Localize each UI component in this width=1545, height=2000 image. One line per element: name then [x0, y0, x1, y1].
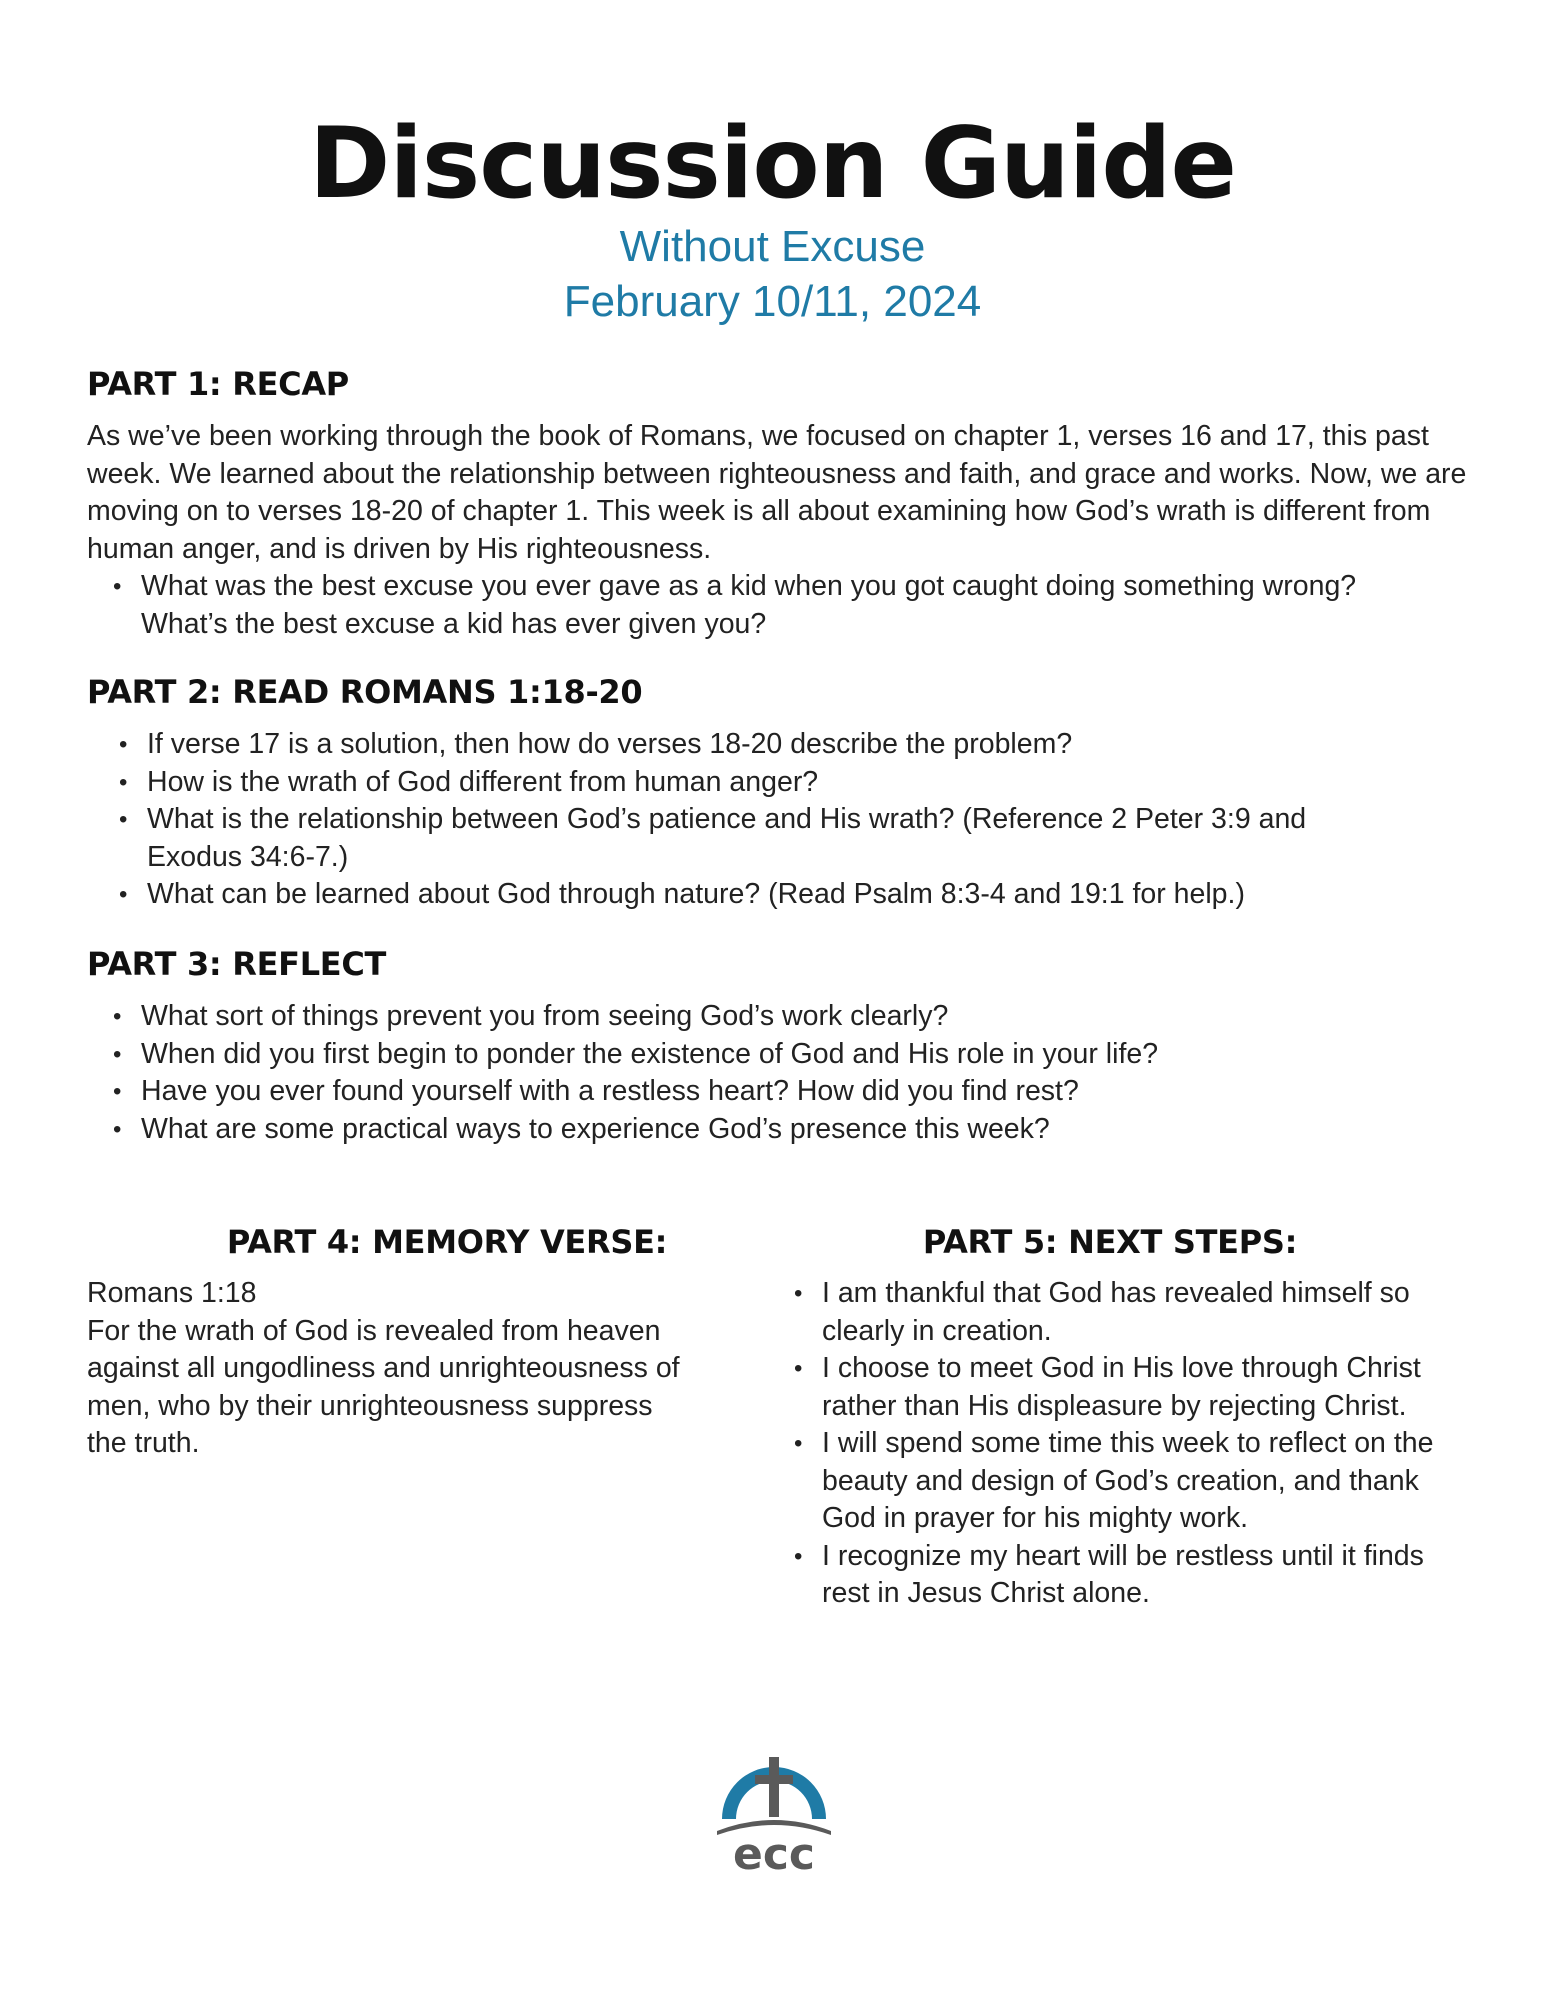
- list-item: • I will spend some time this week to reflect on the beauty and design of God’s creation, and thank God in prayer for his mighty work.: [768, 1425, 1448, 1538]
- cross-bar: [755, 1775, 793, 1784]
- sermon-title: Without Excuse: [619, 222, 926, 271]
- ecc-logo: [709, 1735, 839, 1875]
- list-item: • When did you first begin to ponder the existence of God and His role in your life?: [87, 1036, 1447, 1074]
- ecc-logo-mark: [709, 1735, 839, 1875]
- part3-list: [87, 998, 1447, 1148]
- page-title: Discussion Guide: [308, 107, 1236, 221]
- memory-verse-block: [87, 1275, 697, 1463]
- part1-paragraph: As we’ve been working through the book of Romans, we focused on chapter 1, verses 16 and 17, this past week. We learned about the relationship between righteousness and faith, and grace and works. Now, we are moving on to verses 18-20 of chapter 1. This week is all about examining how God’s wrath is different from human anger, and is driven by His righteousness.: [87, 420, 1467, 565]
- cross-icon: [769, 1757, 779, 1817]
- sermon-date: February 10/11, 2024: [563, 277, 982, 326]
- list-item: • What are some practical ways to experience God’s presence this week?: [87, 1111, 1447, 1149]
- list-item: • I recognize my heart will be restless until it finds rest in Jesus Christ alone.: [768, 1538, 1448, 1613]
- list-item: • What was the best excuse you ever gave as a kid when you got caught doing something wrong? What’s the best excuse a kid has ever given you?: [87, 568, 1417, 643]
- list-item: • Have you ever found yourself with a restless heart? How did you find rest?: [87, 1073, 1447, 1111]
- part1-list: [87, 568, 1417, 643]
- list-item: • I am thankful that God has revealed himself so clearly in creation.: [768, 1275, 1448, 1350]
- part5-list: [768, 1275, 1448, 1613]
- part1-heading: PART 1: RECAP: [87, 365, 349, 403]
- part2-heading: PART 2: READ ROMANS 1:18-20: [87, 673, 643, 711]
- part3-heading: PART 3: REFLECT: [87, 945, 387, 983]
- memory-verse-reference: Romans 1:18: [87, 1277, 257, 1309]
- list-item: • How is the wrath of God different from human anger?: [93, 764, 1393, 802]
- memory-verse-text: For the wrath of God is revealed from heaven against all ungodliness and unrighteousness of men, who by their unrighteousness suppress the truth.: [87, 1314, 680, 1459]
- list-item: • What can be learned about God through nature? (Read Psalm 8:3-4 and 19:1 for help.): [93, 876, 1393, 914]
- list-item: • I choose to meet God in His love through Christ rather than His displeasure by rejecting Christ.: [768, 1350, 1448, 1425]
- part5-heading: PART 5: NEXT STEPS:: [922, 1223, 1298, 1261]
- list-item: • If verse 17 is a solution, then how do verses 18-20 describe the problem?: [93, 726, 1393, 764]
- list-item: • What sort of things prevent you from seeing God’s work clearly?: [87, 998, 1447, 1036]
- part4-heading: PART 4: MEMORY VERSE:: [226, 1223, 668, 1261]
- part2-list: [93, 726, 1393, 914]
- list-item: • What is the relationship between God’s patience and His wrath? (Reference 2 Peter 3:9 and Exodus 34:6-7.): [93, 801, 1393, 876]
- logo-text: ecc: [732, 1829, 816, 1875]
